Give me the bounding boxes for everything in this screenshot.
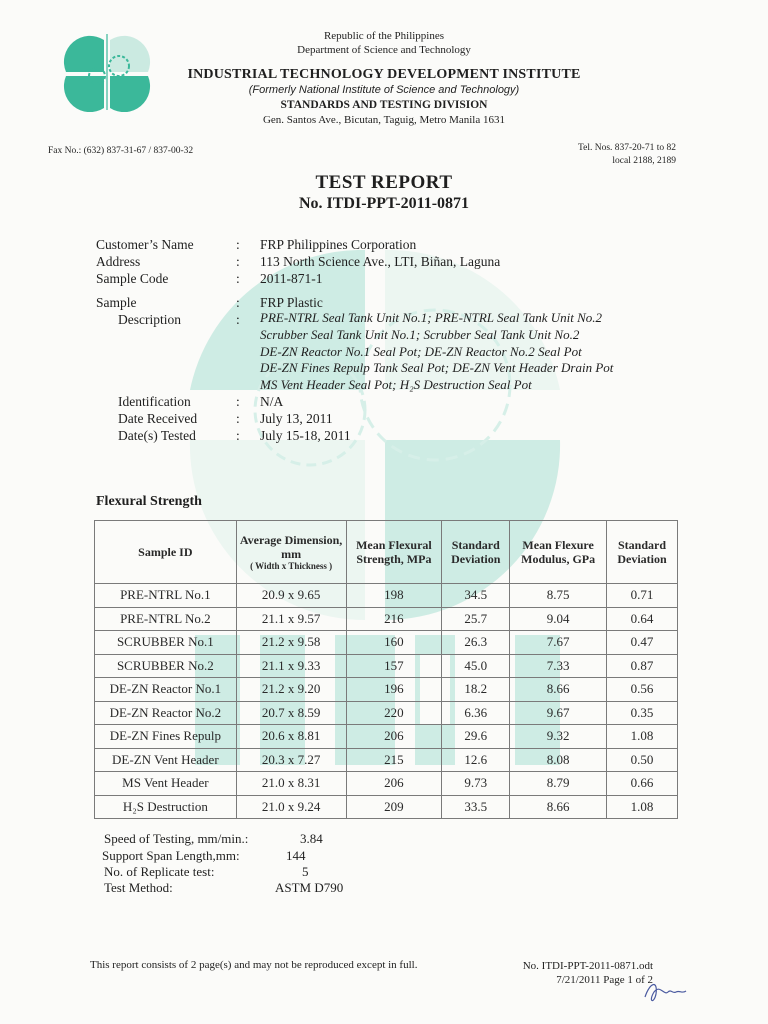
dates-tested-label: Date(s) Tested bbox=[118, 428, 196, 443]
sample-code-value: 2011-871-1 bbox=[260, 271, 323, 286]
speed-label: Speed of Testing, mm/min.: bbox=[104, 831, 249, 846]
cell-sample-id: SCRUBBER No.2 bbox=[95, 654, 237, 678]
cell-std-dev-2: 0.87 bbox=[607, 654, 678, 678]
table-row bbox=[95, 631, 678, 655]
cell-sample-id: DE-ZN Reactor No.2 bbox=[95, 701, 237, 725]
cell-mean-modulus: 8.66 bbox=[510, 678, 607, 702]
report-title: TEST REPORT bbox=[315, 172, 453, 193]
cell-mean-strength: 198 bbox=[346, 584, 442, 608]
cell-mean-modulus: 9.32 bbox=[510, 725, 607, 749]
table-row bbox=[95, 725, 678, 749]
cell-dimension: 20.9 x 9.65 bbox=[236, 584, 346, 608]
customer-label: Customer’s Name bbox=[96, 237, 194, 252]
cell-std-dev-1: 18.2 bbox=[442, 678, 510, 702]
date-received-label: Date Received bbox=[118, 411, 198, 426]
cell-std-dev-2: 0.64 bbox=[607, 607, 678, 631]
cell-std-dev-1: 6.36 bbox=[442, 701, 510, 725]
cell-dimension: 21.2 x 9.20 bbox=[236, 678, 346, 702]
header-address: Gen. Santos Ave., Bicutan, Taguig, Metro Manila 1631 bbox=[262, 114, 505, 126]
sample-value: FRP Plastic bbox=[260, 295, 323, 310]
identification-label: Identification bbox=[118, 394, 191, 409]
description-line: Scrubber Seal Tank Unit No.1; Scrubber Seal Tank Unit No.2 bbox=[260, 327, 580, 342]
cell-std-dev-1: 33.5 bbox=[442, 795, 510, 819]
cell-mean-strength: 220 bbox=[346, 701, 442, 725]
footer-page: 7/21/2011 Page 1 of 2 bbox=[556, 974, 653, 986]
cell-std-dev-1: 26.3 bbox=[442, 631, 510, 655]
cell-std-dev-1: 29.6 bbox=[442, 725, 510, 749]
tel-line-2: local 2188, 2189 bbox=[612, 156, 676, 166]
cell-dimension: 21.1 x 9.33 bbox=[236, 654, 346, 678]
cell-std-dev-2: 0.50 bbox=[607, 748, 678, 772]
fax-number: Fax No.: (632) 837-31-67 / 837-00-32 bbox=[48, 146, 194, 156]
identification-value: N/A bbox=[260, 394, 284, 409]
cell-std-dev-2: 0.71 bbox=[607, 584, 678, 608]
cell-mean-modulus: 9.67 bbox=[510, 701, 607, 725]
cell-std-dev-1: 45.0 bbox=[442, 654, 510, 678]
table-body bbox=[95, 584, 678, 819]
table-row bbox=[95, 584, 678, 608]
span-label: Support Span Length,mm: bbox=[102, 848, 240, 863]
colon: : bbox=[236, 271, 240, 286]
cell-sample-id: DE-ZN Vent Header bbox=[95, 748, 237, 772]
table-row bbox=[95, 795, 678, 819]
cell-sample-id: SCRUBBER No.1 bbox=[95, 631, 237, 655]
cell-mean-strength: 206 bbox=[346, 725, 442, 749]
description-line: MS Vent Header Seal Pot; H₂S Destruction Seal Pot bbox=[260, 377, 532, 392]
header-institute: INDUSTRIAL TECHNOLOGY DEVELOPMENT INSTITUTE bbox=[187, 67, 581, 82]
colon: : bbox=[236, 295, 240, 310]
cell-std-dev-2: 0.66 bbox=[607, 772, 678, 796]
cell-mean-strength: 196 bbox=[346, 678, 442, 702]
header-sample-id: Sample ID bbox=[95, 521, 237, 584]
cell-mean-modulus: 7.33 bbox=[510, 654, 607, 678]
table-row bbox=[95, 678, 678, 702]
footer-file-info bbox=[523, 959, 653, 987]
cell-mean-modulus: 8.08 bbox=[510, 748, 607, 772]
cell-std-dev-1: 12.6 bbox=[442, 748, 510, 772]
header-std-dev-1: Standard Deviation bbox=[442, 521, 510, 584]
cell-std-dev-1: 25.7 bbox=[442, 607, 510, 631]
cell-mean-strength: 215 bbox=[346, 748, 442, 772]
header-dimension-label: Average Dimension, mm bbox=[239, 532, 343, 561]
header-std-dev-2: Standard Deviation bbox=[607, 521, 678, 584]
colon: : bbox=[236, 428, 240, 443]
header-department: Department of Science and Technology bbox=[297, 44, 471, 56]
header-mean-modulus: Mean Flexure Modulus, GPa bbox=[510, 521, 607, 584]
cell-mean-strength: 157 bbox=[346, 654, 442, 678]
cell-sample-id: PRE-NTRL No.1 bbox=[95, 584, 237, 608]
tel-line-1: Tel. Nos. 837-20-71 to 82 bbox=[577, 143, 676, 153]
cell-std-dev-1: 34.5 bbox=[442, 584, 510, 608]
itdi-logo bbox=[62, 32, 152, 112]
cell-std-dev-2: 0.47 bbox=[607, 631, 678, 655]
table-row bbox=[95, 607, 678, 631]
cell-mean-modulus: 7.67 bbox=[510, 631, 607, 655]
report-number: No. ITDI-PPT-2011-0871 bbox=[298, 195, 470, 212]
cell-mean-modulus: 8.79 bbox=[510, 772, 607, 796]
cell-std-dev-2: 1.08 bbox=[607, 725, 678, 749]
address-value: 113 North Science Ave., LTI, Biñan, Laguna bbox=[260, 254, 501, 269]
date-received-value: July 13, 2011 bbox=[260, 411, 333, 426]
sample-code-label: Sample Code bbox=[96, 271, 169, 286]
cell-mean-strength: 206 bbox=[346, 772, 442, 796]
colon: : bbox=[236, 394, 240, 409]
header-formerly: (Formerly National Institute of Science and Technology) bbox=[248, 84, 520, 96]
colon: : bbox=[236, 411, 240, 426]
cell-dimension: 21.2 x 9.58 bbox=[236, 631, 346, 655]
section-title: Flexural Strength bbox=[96, 494, 202, 509]
tel-numbers bbox=[578, 142, 676, 168]
footer-file: No. ITDI-PPT-2011-0871.odt bbox=[522, 960, 653, 972]
replicate-value: 5 bbox=[302, 864, 309, 879]
description-line: DE-ZN Fines Repulp Tank Seal Pot; DE-ZN Vent Header Drain Pot bbox=[260, 360, 614, 375]
cell-mean-strength: 209 bbox=[346, 795, 442, 819]
colon: : bbox=[236, 237, 240, 252]
description-line: DE-ZN Reactor No.1 Seal Pot; DE-ZN Reactor No.2 Seal Pot bbox=[260, 344, 582, 359]
signature-initials bbox=[640, 972, 700, 1012]
colon: : bbox=[236, 312, 240, 327]
description-label: Description bbox=[118, 312, 181, 327]
method-value: ASTM D790 bbox=[275, 880, 344, 895]
cell-mean-modulus: 8.66 bbox=[510, 795, 607, 819]
cell-mean-strength: 216 bbox=[346, 607, 442, 631]
cell-sample-id: DE-ZN Fines Repulp bbox=[95, 725, 237, 749]
cell-sample-id: H₂S Destruction bbox=[95, 795, 237, 819]
customer-value: FRP Philippines Corporation bbox=[260, 237, 417, 252]
address-label: Address bbox=[96, 254, 141, 269]
cell-dimension: 21.0 x 9.24 bbox=[236, 795, 346, 819]
description-line: PRE-NTRL Seal Tank Unit No.1; PRE-NTRL Seal Tank Unit No.2 bbox=[260, 310, 602, 325]
cell-std-dev-2: 1.08 bbox=[607, 795, 678, 819]
span-value: 144 bbox=[286, 848, 306, 863]
cell-dimension: 20.3 x 7.27 bbox=[236, 748, 346, 772]
table-row bbox=[95, 701, 678, 725]
header-republic: Republic of the Philippines bbox=[323, 30, 445, 42]
sample-label: Sample bbox=[96, 295, 137, 310]
cell-sample-id: MS Vent Header bbox=[95, 772, 237, 796]
table-row bbox=[95, 748, 678, 772]
table-row bbox=[95, 654, 678, 678]
dates-tested-value: July 15-18, 2011 bbox=[260, 428, 351, 443]
cell-std-dev-1: 9.73 bbox=[442, 772, 510, 796]
cell-dimension: 20.6 x 8.81 bbox=[236, 725, 346, 749]
cell-sample-id: PRE-NTRL No.2 bbox=[95, 607, 237, 631]
header-mean-strength: Mean Flexural Strength, MPa bbox=[346, 521, 442, 584]
cell-sample-id: DE-ZN Reactor No.1 bbox=[95, 678, 237, 702]
colon: : bbox=[236, 254, 240, 269]
cell-mean-strength: 160 bbox=[346, 631, 442, 655]
cell-mean-modulus: 9.04 bbox=[510, 607, 607, 631]
cell-mean-modulus: 8.75 bbox=[510, 584, 607, 608]
header-division: STANDARDS AND TESTING DIVISION bbox=[280, 99, 488, 111]
cell-dimension: 20.7 x 8.59 bbox=[236, 701, 346, 725]
cell-dimension: 21.1 x 9.57 bbox=[236, 607, 346, 631]
cell-std-dev-2: 0.35 bbox=[607, 701, 678, 725]
footer-notice: This report consists of 2 page(s) and may not be reproduced except in full. bbox=[90, 959, 418, 971]
speed-value: 3.84 bbox=[300, 831, 323, 846]
method-label: Test Method: bbox=[104, 880, 173, 895]
replicate-label: No. of Replicate test: bbox=[104, 864, 215, 879]
table-row bbox=[95, 772, 678, 796]
table-header-row bbox=[95, 521, 678, 584]
header-dimension bbox=[236, 521, 346, 584]
cell-dimension: 21.0 x 8.31 bbox=[236, 772, 346, 796]
cell-std-dev-2: 0.56 bbox=[607, 678, 678, 702]
header-dimension-note: ( Width x Thickness ) bbox=[250, 560, 333, 571]
results-table bbox=[94, 520, 678, 819]
